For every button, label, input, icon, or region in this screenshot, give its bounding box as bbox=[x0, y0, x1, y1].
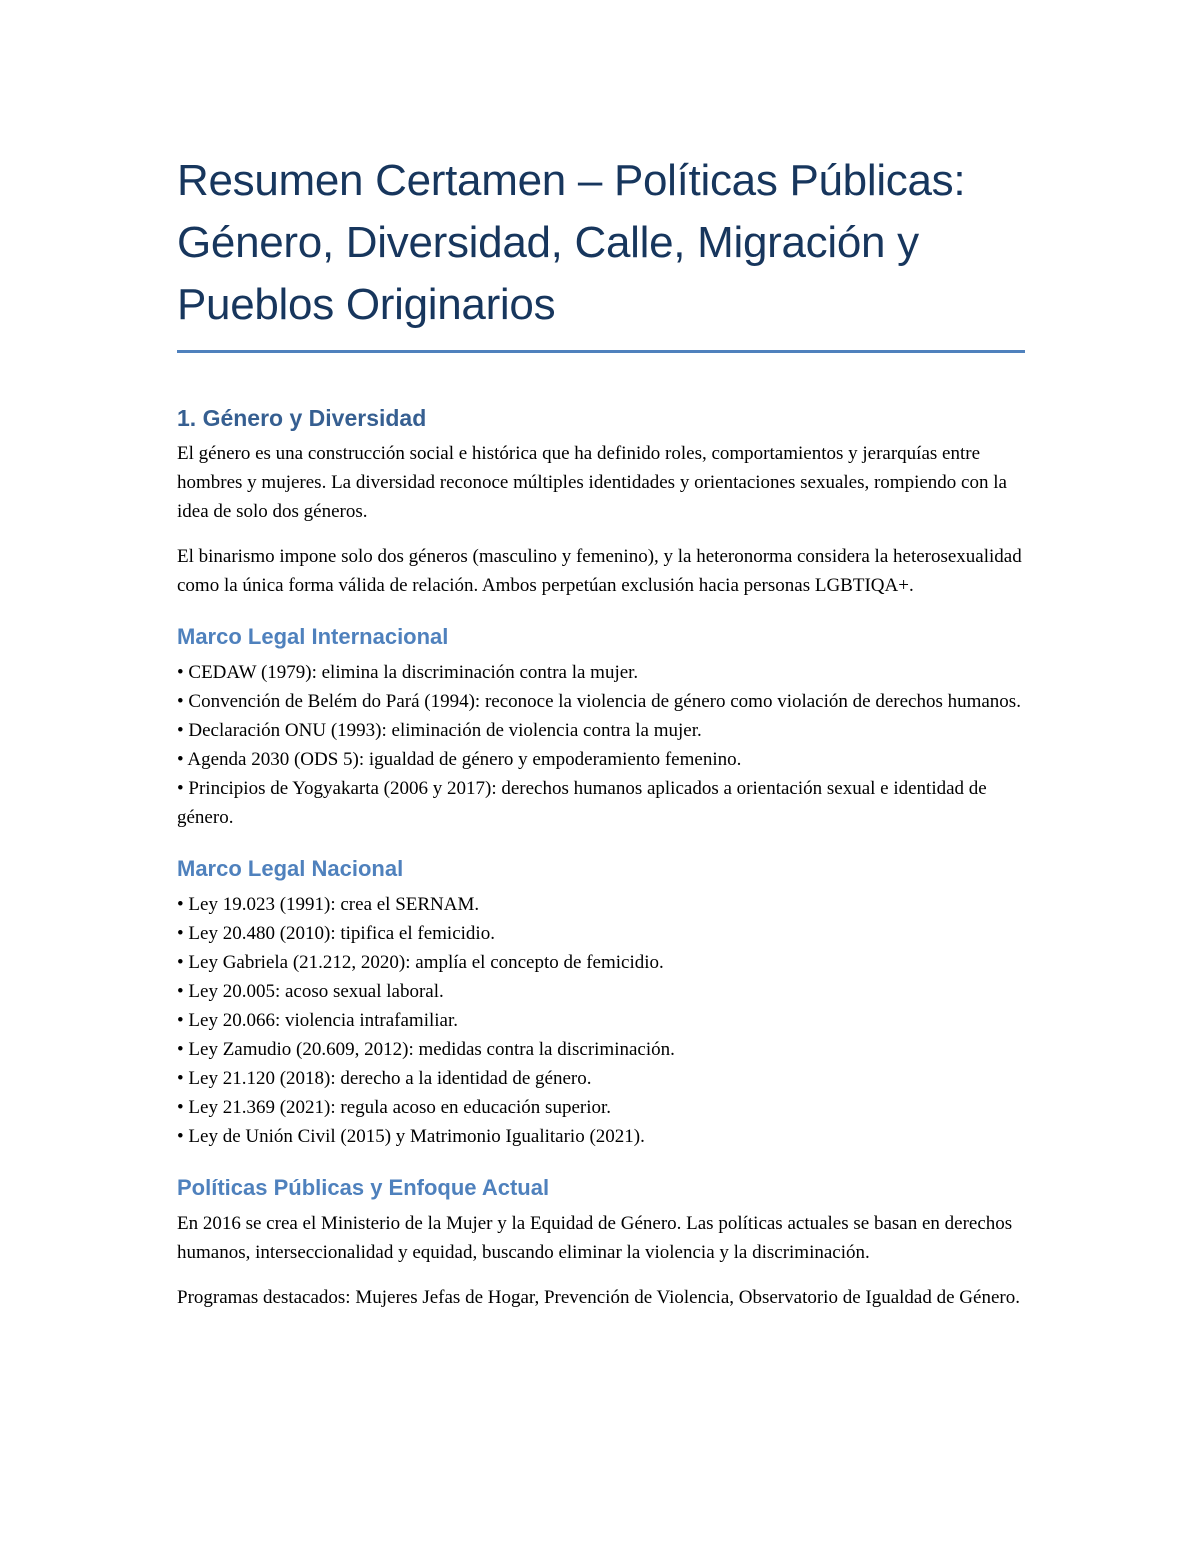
document-title bbox=[177, 150, 1025, 346]
list-item: • Ley 21.369 (2021): regula acoso en educación superior. bbox=[177, 1097, 612, 1118]
list-item: • Ley 21.120 (2018): derecho a la identidad de género. bbox=[177, 1068, 592, 1089]
list-item: • CEDAW (1979): elimina la discriminación contra la mujer. bbox=[177, 662, 639, 683]
subheading-marco-nacional: Marco Legal Nacional bbox=[177, 856, 404, 881]
list-item: • Ley 20.480 (2010): tipifica el femicidio. bbox=[177, 923, 495, 944]
list-item: • Ley 19.023 (1991): crea el SERNAM. bbox=[177, 894, 480, 915]
paragraph: En 2016 se crea el Ministerio de la Mujer y la Equidad de Género. Las políticas actuales se basan en derechos humanos, interseccionalidad y equidad, buscando eliminar la violencia y la discriminación. bbox=[177, 1213, 1013, 1263]
title-line-2: Género, Diversidad, Calle, Migración y bbox=[177, 218, 919, 267]
subheading-marco-internacional: Marco Legal Internacional bbox=[177, 624, 449, 649]
list-marco-nacional bbox=[177, 890, 1025, 1151]
document-page bbox=[177, 150, 1025, 1328]
title-underline-divider bbox=[177, 350, 1025, 353]
list-item: • Convención de Belém do Pará (1994): reconoce la violencia de género como violación de derechos humanos. bbox=[177, 691, 1021, 712]
section-heading-genero-diversidad: 1. Género y Diversidad bbox=[177, 405, 427, 431]
paragraph: Programas destacados: Mujeres Jefas de Hogar, Prevención de Violencia, Observatorio de Igualdad de Género. bbox=[177, 1287, 1020, 1308]
paragraph: El binarismo impone solo dos géneros (masculino y femenino), y la heteronorma considera la heterosexualidad como la única forma válida de relación. Ambos perpetúan exclusión hacia personas LGBTIQA+. bbox=[177, 546, 1022, 596]
subheading-politicas-publicas: Políticas Públicas y Enfoque Actual bbox=[177, 1175, 550, 1200]
list-item: • Ley Gabriela (21.212, 2020): amplía el concepto de femicidio. bbox=[177, 952, 664, 973]
list-item: • Ley Zamudio (20.609, 2012): medidas contra la discriminación. bbox=[177, 1039, 675, 1060]
list-item: • Principios de Yogyakarta (2006 y 2017): derechos humanos aplicados a orientación sexual e identidad de género. bbox=[177, 778, 987, 828]
paragraph: El género es una construcción social e histórica que ha definido roles, comportamientos y jerarquías entre hombres y mujeres. La diversidad reconoce múltiples identidades y orientaciones sexuales, rompiendo con la idea de solo dos géneros. bbox=[177, 443, 1007, 522]
list-item: • Declaración ONU (1993): eliminación de violencia contra la mujer. bbox=[177, 720, 702, 741]
list-item: • Ley 20.005: acoso sexual laboral. bbox=[177, 981, 444, 1002]
list-item: • Agenda 2030 (ODS 5): igualdad de género y empoderamiento femenino. bbox=[177, 749, 742, 770]
list-marco-internacional bbox=[177, 658, 1025, 832]
title-line-3: Pueblos Originarios bbox=[177, 280, 556, 329]
list-item: • Ley 20.066: violencia intrafamiliar. bbox=[177, 1010, 459, 1031]
list-item: • Ley de Unión Civil (2015) y Matrimonio Igualitario (2021). bbox=[177, 1126, 645, 1147]
title-line-1: Resumen Certamen – Políticas Públicas: bbox=[177, 156, 966, 205]
